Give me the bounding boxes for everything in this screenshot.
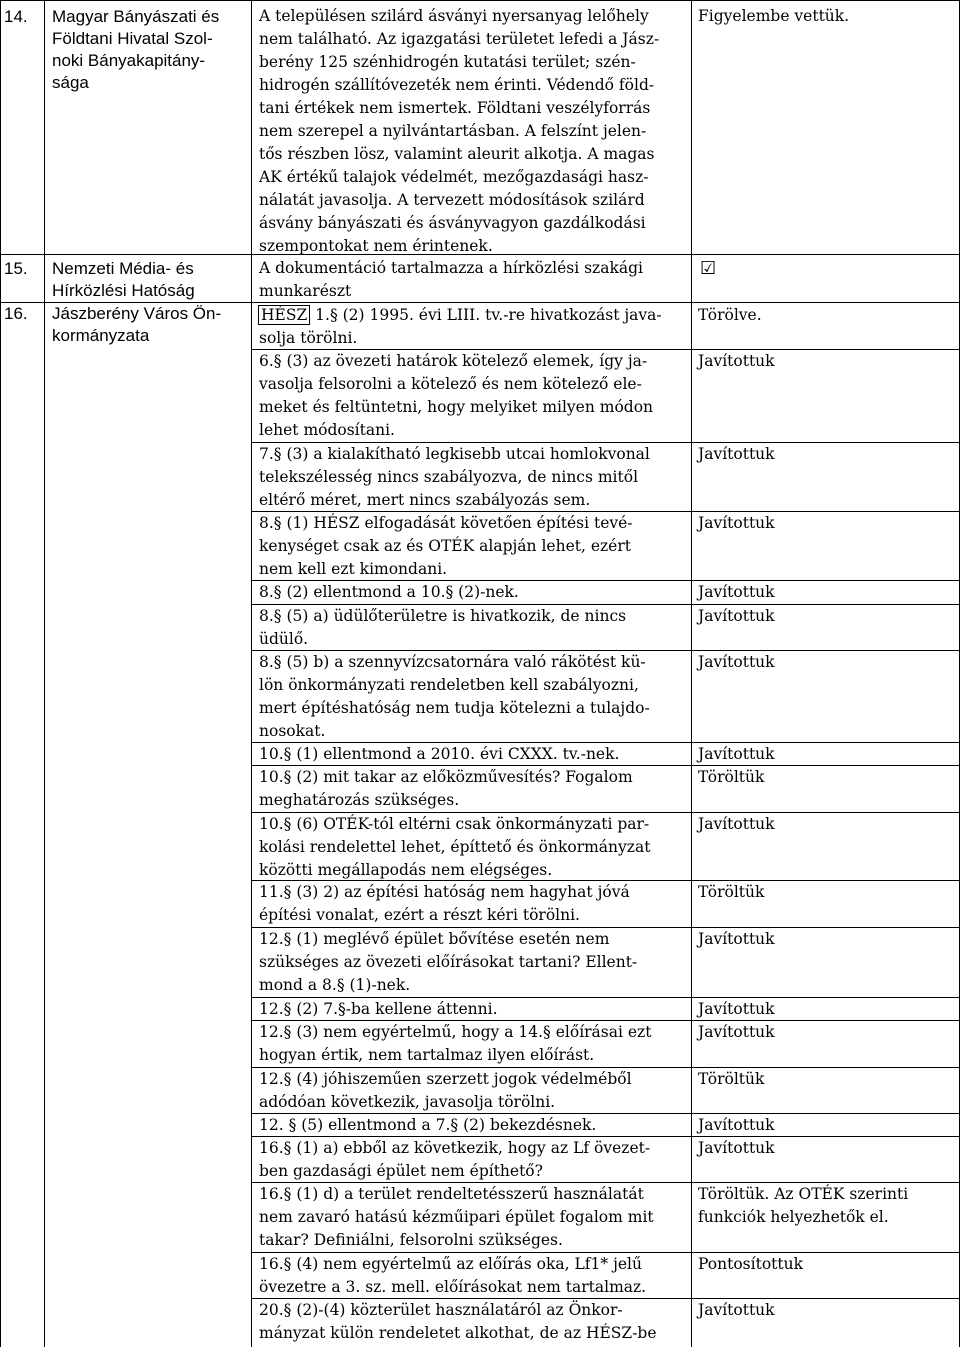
comment-text: 12.§ (3) nem egyértelmű, hogy a 14.§ előírásai ezt hogyan értik, nem tartalmaz ilyen előírást. [259,1023,652,1064]
response-text: Javítottuk [698,930,775,948]
response-text: Töröltük [698,1070,765,1088]
column-divider [251,0,252,1347]
comment-text: 7.§ (3) a kialakítható legkisebb utcai homlokvonal telekszélesség nincs szabályozva, de nincs mitől eltérő méret, mert nincs szabályozás sem. [259,445,650,509]
organization-name: Jászberény Város Ön- kormányzata [52,304,222,345]
comment-text: 16.§ (1) a) ebből az következik, hogy az Lf övezet- ben gazdasági épület nem építhető? [259,1139,651,1180]
comment-text: 11.§ (3) 2) az építési hatóság nem hagyhat jóvá építési vonalat, ezért a részt kéri törölni. [259,883,630,924]
row-number: 14. [4,7,28,26]
comment-text: A településen szilárd ásványi nyersanyag lelőhely nem található. Az igazgatási területet lefedi a Jász- berény 125 szénhidrogén kutatási terület; szén- hidrogén szállítóvezeték nem érinti. Védendő föld- tani értékek nem ismertek. Földtani veszélyforrás nem szerepel a nyilvántartásban. A felszínt jelen- tős részben lösz, valamint aleurit alkotja. A magas AK értékű talajok védelmét, mezőgazdasági hasz- nálatát javasolja. A tervezett módosítások szilárd ásvány bányászati és ásványvagyon gazdálkodási szempontokat nem érintenek. [259,7,660,255]
row-number: 15. [4,259,28,278]
comment-text: 6.§ (3) az övezeti határok kötelező elemek, így ja- vasolja felsorolni a kötelező és nem kötelező ele- meket és feltüntetni, hogy melyiket milyen módon lehet módosítani. [259,352,654,439]
comment-text: 8.§ (5) b) a szennyvízcsatornára való rákötést kü- lön önkormányzati rendeletben kell szabályozni, mert építéshatóság nem tudja kötelezni a tulajdo- nosokat. [259,653,650,740]
comment-text: 10.§ (2) mit takar az előközművesítés? Fogalom meghatározás szükséges. [259,768,633,809]
response-text: Javítottuk [698,1116,775,1134]
comment-text: 12.§ (1) meglévő épület bővítése esetén nem szükséges az övezeti előírásokat tartani? Ellent- mond a 8.§ (1)-nek. [259,930,638,994]
response-text: Törölve. [698,306,762,324]
response-text: Javítottuk [698,1000,775,1018]
response-text: Javítottuk [698,745,775,763]
comment-text [259,304,689,350]
comment-text: 12.§ (4) jóhiszeműen szerzett jogok védelméből adódóan következik, javasolja törölni. [259,1070,632,1111]
hesz-boxed-label: HÉSZ [258,305,310,325]
comment-text: 16.§ (4) nem egyértelmű az előírás oka, Lf1* jelű övezetre a 3. sz. mell. előírásokat nem tartalmaz. [259,1255,647,1296]
response-text: Javítottuk [698,815,775,833]
comment-text: 12.§ (2) 7.§-ba kellene áttenni. [259,1000,498,1018]
response-text: Javítottuk [698,583,775,601]
table-border-left [0,0,1,1347]
comment-text: 16.§ (1) d) a terület rendeltetésszerű használatát nem zavaró hatású kézműipari épület fogalom mit takar? Definiálni, felsorolni szükséges. [259,1185,654,1249]
comment-text-rest: 1.§ (2) 1995. évi LIII. tv.-re hivatkozást java- solja törölni. [259,306,662,347]
response-text: Töröltük [698,883,765,901]
response-text: Figyelembe vettük. [698,7,850,25]
response-text: Javítottuk [698,352,775,370]
response-text: Pontosítottuk [698,1255,803,1273]
comment-text: 20.§ (2)-(4) közterület használatáról az Önkor- mányzat külön rendeletet alkothat, de az HÉSZ-be [259,1301,657,1342]
response-text: Javítottuk [698,514,775,532]
response-text: Javítottuk [698,607,775,625]
organization-name: Magyar Bányászati és Földtani Hivatal Szol- noki Bányakapitány- sága [52,7,220,92]
comment-text: 10.§ (1) ellentmond a 2010. évi CXXX. tv.-nek. [259,745,620,763]
comment-text: 10.§ (6) OTÉK-tól eltérni csak önkormányzati par- kolási rendelettel lehet, építtető és önkormányzat közötti megállapodás nem elégséges. [259,815,651,879]
comment-text: 8.§ (1) HÉSZ elfogadását követően építési tevé- kenységet csak az és OTÉK alapján lehet, ezért nem kell ezt kimondani. [259,514,633,578]
response-text: Javítottuk [698,445,775,463]
response-text: Javítottuk [698,1139,775,1157]
response-text: Javítottuk [698,1023,775,1041]
row-number: 16. [4,304,28,323]
response-text: Javítottuk [698,1301,775,1319]
comment-text: 8.§ (2) ellentmond a 10.§ (2)-nek. [259,583,519,601]
response-text: Javítottuk [698,653,775,671]
response-text: Töröltük. Az OTÉK szerinti funkciók helyezhetők el. [698,1185,909,1226]
column-divider [691,0,692,1347]
comment-text: 8.§ (5) a) üdülőterületre is hivatkozik, de nincs üdülő. [259,607,627,648]
comment-text: 12. § (5) ellentmond a 7.§ (2) bekezdésnek. [259,1116,597,1134]
row-divider [0,0,960,1]
organization-name: Nemzeti Média- és Hírközlési Hatóság [52,259,195,300]
comment-text: A dokumentáció tartalmazza a hírközlési szakági munkarészt [259,259,643,300]
column-divider [44,0,45,1347]
checkbox-checked-icon: ☑ [700,258,717,279]
response-text: Töröltük [698,768,765,786]
